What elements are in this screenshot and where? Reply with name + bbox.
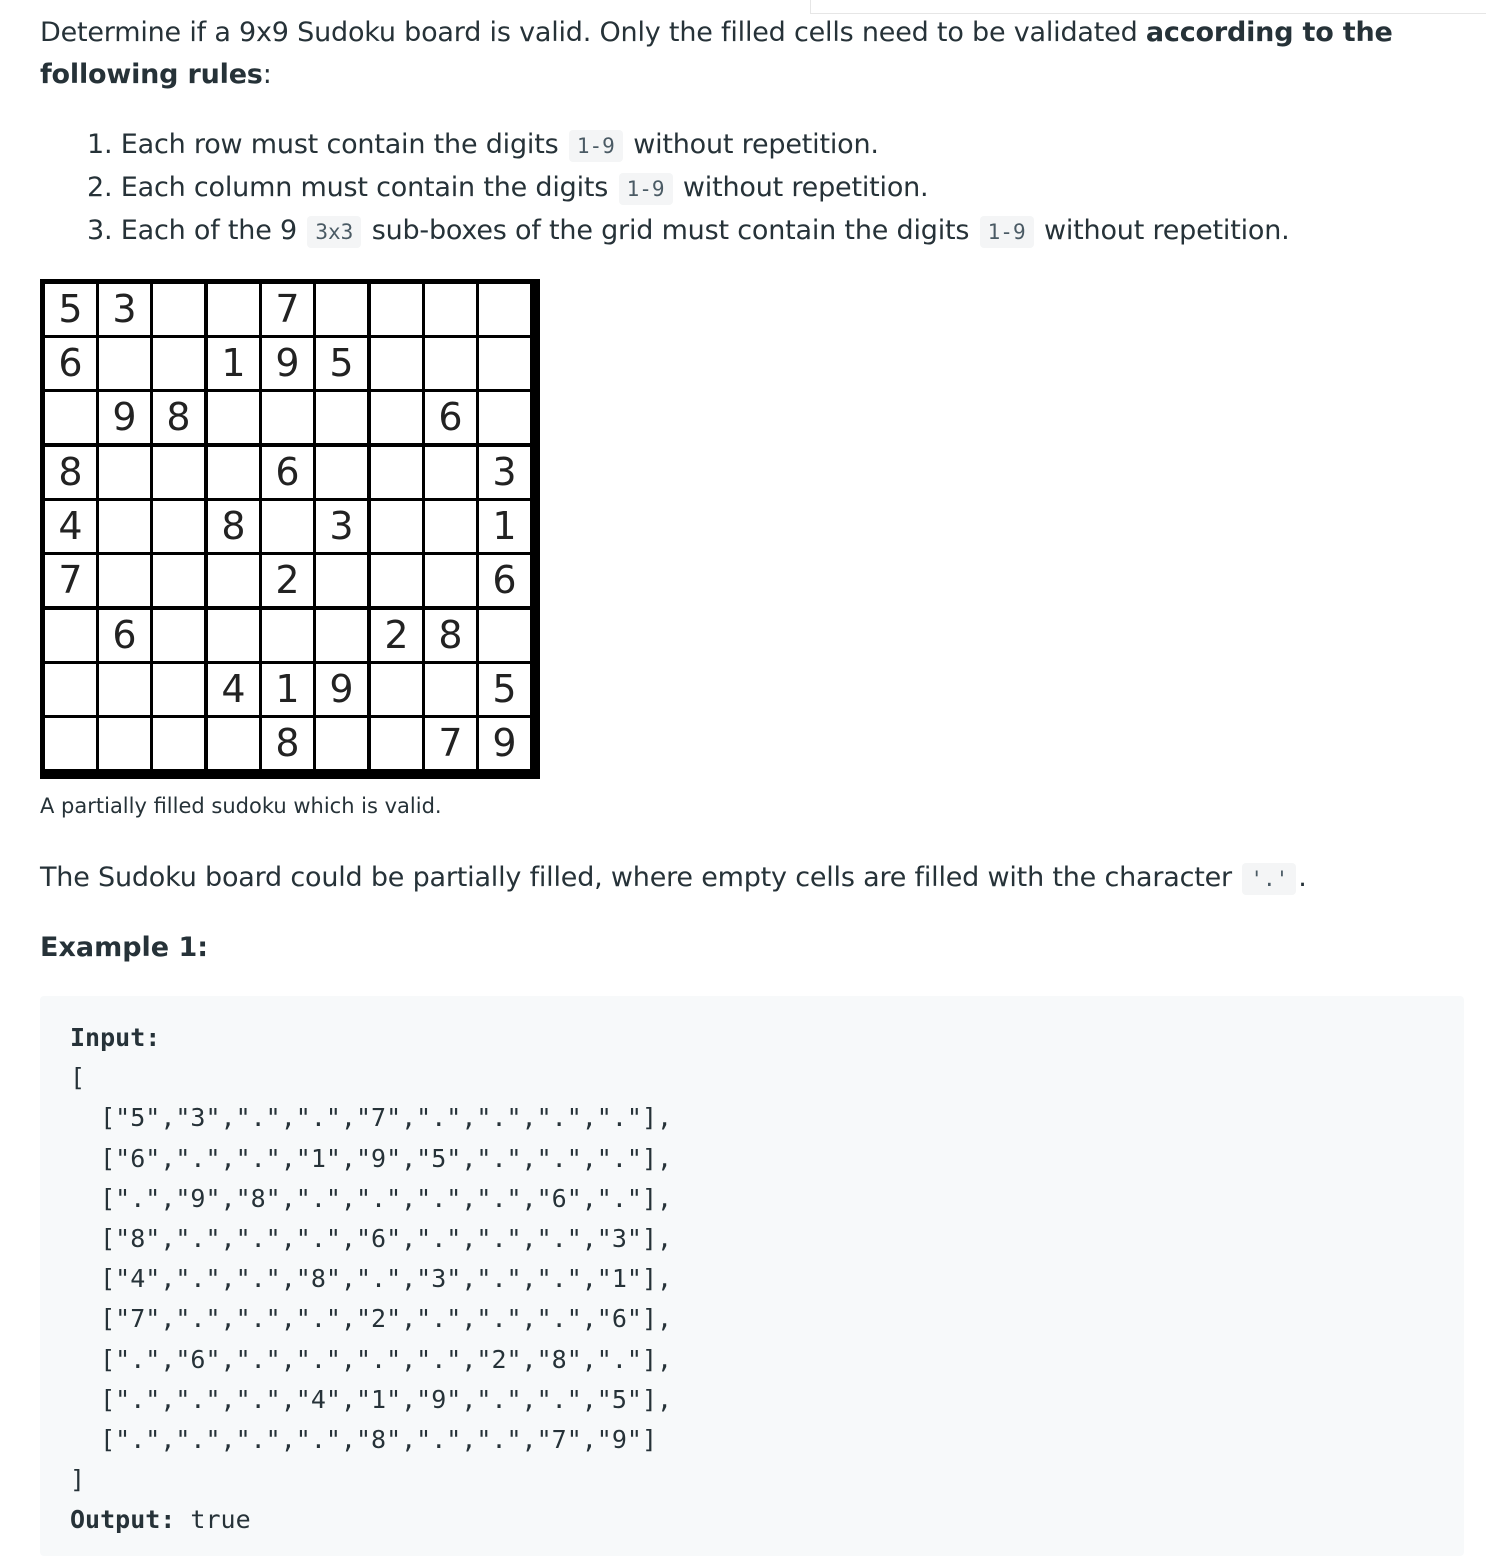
sudoku-cell: 5 bbox=[45, 284, 96, 335]
sudoku-cell bbox=[479, 338, 530, 389]
rule-number: 1. bbox=[87, 129, 113, 160]
sudoku-cell: 6 bbox=[425, 392, 476, 443]
sudoku-cell bbox=[371, 718, 422, 769]
inline-code: '.' bbox=[1242, 863, 1296, 895]
input-label: Input: bbox=[70, 1023, 161, 1052]
sudoku-cell bbox=[45, 392, 96, 443]
sudoku-cell bbox=[262, 392, 313, 443]
sudoku-cell bbox=[371, 501, 422, 552]
inline-code: 1-9 bbox=[569, 130, 623, 162]
sudoku-cell bbox=[99, 718, 150, 769]
sudoku-cell: 8 bbox=[153, 392, 204, 443]
sudoku-cell bbox=[371, 555, 422, 606]
sudoku-cell bbox=[99, 447, 150, 498]
sudoku-cell: 6 bbox=[45, 338, 96, 389]
sudoku-cell bbox=[479, 610, 530, 661]
sudoku-cell: 6 bbox=[262, 447, 313, 498]
example-pre bbox=[70, 1018, 1434, 1541]
sudoku-cell bbox=[371, 338, 422, 389]
output-label: Output: bbox=[70, 1505, 176, 1535]
input-row: ["4",".",".","8",".","3",".",".","1"], bbox=[100, 1264, 673, 1294]
sudoku-cell bbox=[479, 392, 530, 443]
close-bracket: ] bbox=[70, 1465, 86, 1495]
example-title: Example 1: bbox=[40, 932, 209, 963]
sudoku-cell bbox=[99, 664, 150, 715]
intro-text: Determine if a 9x9 Sudoku board is valid. Only the filled cells need to be validated bbox=[40, 17, 1146, 48]
sudoku-cell: 5 bbox=[479, 664, 530, 715]
sudoku-cell bbox=[262, 501, 313, 552]
sudoku-cell bbox=[371, 392, 422, 443]
sudoku-cell bbox=[316, 392, 367, 443]
sudoku-cell: 9 bbox=[262, 338, 313, 389]
rule-item-2 bbox=[87, 167, 1464, 210]
sudoku-cell bbox=[425, 664, 476, 715]
sudoku-cell bbox=[208, 610, 259, 661]
inline-code: 3x3 bbox=[307, 216, 361, 248]
sudoku-cell: 8 bbox=[208, 501, 259, 552]
rule-text: Each of the 9 bbox=[120, 215, 297, 246]
sudoku-cell bbox=[153, 501, 204, 552]
inline-code: 1-9 bbox=[619, 173, 673, 205]
sudoku-cell: 7 bbox=[425, 718, 476, 769]
sudoku-cell: 1 bbox=[479, 501, 530, 552]
sudoku-cell: 1 bbox=[208, 338, 259, 389]
sudoku-cell: 8 bbox=[262, 718, 313, 769]
sudoku-cell bbox=[99, 501, 150, 552]
input-row: ["8",".",".",".","6",".",".",".","3"], bbox=[100, 1224, 673, 1254]
rule-text: without repetition. bbox=[633, 129, 879, 160]
input-row: [".",".",".",".","8",".",".","7","9"] bbox=[100, 1425, 658, 1455]
sudoku-cell bbox=[371, 284, 422, 335]
sudoku-cell bbox=[425, 555, 476, 606]
input-row: ["7",".",".",".","2",".",".",".","6"], bbox=[100, 1304, 673, 1334]
sudoku-cell: 5 bbox=[316, 338, 367, 389]
sudoku-cell bbox=[208, 718, 259, 769]
sudoku-cell: 3 bbox=[479, 447, 530, 498]
output-value: true bbox=[190, 1505, 251, 1535]
sudoku-cell bbox=[316, 555, 367, 606]
sudoku-cell: 6 bbox=[479, 555, 530, 606]
sudoku-cell bbox=[99, 555, 150, 606]
sudoku-cell: 4 bbox=[45, 501, 96, 552]
intro-paragraph bbox=[40, 12, 1464, 96]
sudoku-cell bbox=[425, 284, 476, 335]
sudoku-cell: 6 bbox=[99, 610, 150, 661]
sudoku-cell bbox=[316, 718, 367, 769]
sudoku-cell: 2 bbox=[371, 610, 422, 661]
sudoku-cell: 8 bbox=[45, 447, 96, 498]
rule-text: Each column must contain the digits bbox=[120, 172, 609, 203]
sudoku-cell: 9 bbox=[99, 392, 150, 443]
sudoku-cell bbox=[99, 338, 150, 389]
sudoku-cell bbox=[45, 610, 96, 661]
sudoku-cell bbox=[262, 610, 313, 661]
sudoku-cell bbox=[153, 447, 204, 498]
sudoku-cell: 9 bbox=[479, 718, 530, 769]
sudoku-cell bbox=[45, 718, 96, 769]
intro-colon: : bbox=[262, 59, 272, 90]
sudoku-cell bbox=[208, 392, 259, 443]
rule-text: without repetition. bbox=[682, 172, 929, 203]
sudoku-cell bbox=[425, 338, 476, 389]
sudoku-cell bbox=[153, 555, 204, 606]
example-code-block bbox=[40, 996, 1464, 1556]
sudoku-cell bbox=[153, 284, 204, 335]
input-row: [".","6",".",".",".",".","2","8","."], bbox=[100, 1344, 673, 1374]
note-text: The Sudoku board could be partially filled, where empty cells are filled with the character bbox=[40, 862, 1232, 893]
rule-text: without repetition. bbox=[1043, 215, 1290, 246]
sudoku-cell: 7 bbox=[262, 284, 313, 335]
sudoku-cell: 1 bbox=[262, 664, 313, 715]
sudoku-cell bbox=[208, 284, 259, 335]
sudoku-cell bbox=[45, 664, 96, 715]
rule-text: sub-boxes of the grid must contain the digits bbox=[371, 215, 970, 246]
sudoku-board bbox=[40, 279, 540, 779]
figure-caption: A partially filled sudoku which is valid. bbox=[40, 794, 442, 818]
sudoku-cell bbox=[153, 718, 204, 769]
sudoku-cell: 2 bbox=[262, 555, 313, 606]
sudoku-cell: 7 bbox=[45, 555, 96, 606]
input-row: ["5","3",".",".","7",".",".",".","."], bbox=[100, 1103, 673, 1133]
rule-number: 3. bbox=[87, 215, 113, 246]
sudoku-cell bbox=[425, 501, 476, 552]
sudoku-cell bbox=[153, 338, 204, 389]
sudoku-cell: 8 bbox=[425, 610, 476, 661]
sudoku-cell bbox=[425, 447, 476, 498]
rules-list bbox=[40, 124, 1464, 253]
problem-description bbox=[40, 12, 1464, 1556]
sudoku-cell bbox=[316, 284, 367, 335]
sudoku-cell bbox=[208, 555, 259, 606]
rule-text: Each row must contain the digits bbox=[120, 129, 559, 160]
sudoku-cell bbox=[153, 664, 204, 715]
sudoku-cell bbox=[371, 447, 422, 498]
sudoku-cell: 9 bbox=[316, 664, 367, 715]
rule-number: 2. bbox=[87, 172, 113, 203]
input-row: [".",".",".","4","1","9",".",".","5"], bbox=[100, 1384, 673, 1414]
sudoku-cell: 4 bbox=[208, 664, 259, 715]
inline-code: 1-9 bbox=[980, 216, 1034, 248]
sudoku-cell bbox=[316, 610, 367, 661]
sudoku-cell: 3 bbox=[99, 284, 150, 335]
note-period: . bbox=[1298, 862, 1307, 893]
sudoku-cell bbox=[208, 447, 259, 498]
sudoku-cell bbox=[316, 447, 367, 498]
open-bracket: [ bbox=[70, 1063, 86, 1093]
rule-item-3 bbox=[87, 210, 1464, 253]
rule-item-1 bbox=[87, 124, 1464, 167]
sudoku-cell bbox=[371, 664, 422, 715]
sudoku-cell bbox=[479, 284, 530, 335]
input-row: ["6",".",".","1","9","5",".",".","."], bbox=[100, 1143, 673, 1173]
sudoku-cell bbox=[153, 610, 204, 661]
empty-cell-note bbox=[40, 857, 1464, 900]
intro-bold-text: according to the following rules bbox=[40, 17, 1393, 90]
input-row: [".","9","8",".",".",".",".","6","."], bbox=[100, 1183, 673, 1213]
sudoku-figure bbox=[40, 279, 1464, 819]
sudoku-cell: 3 bbox=[316, 501, 367, 552]
